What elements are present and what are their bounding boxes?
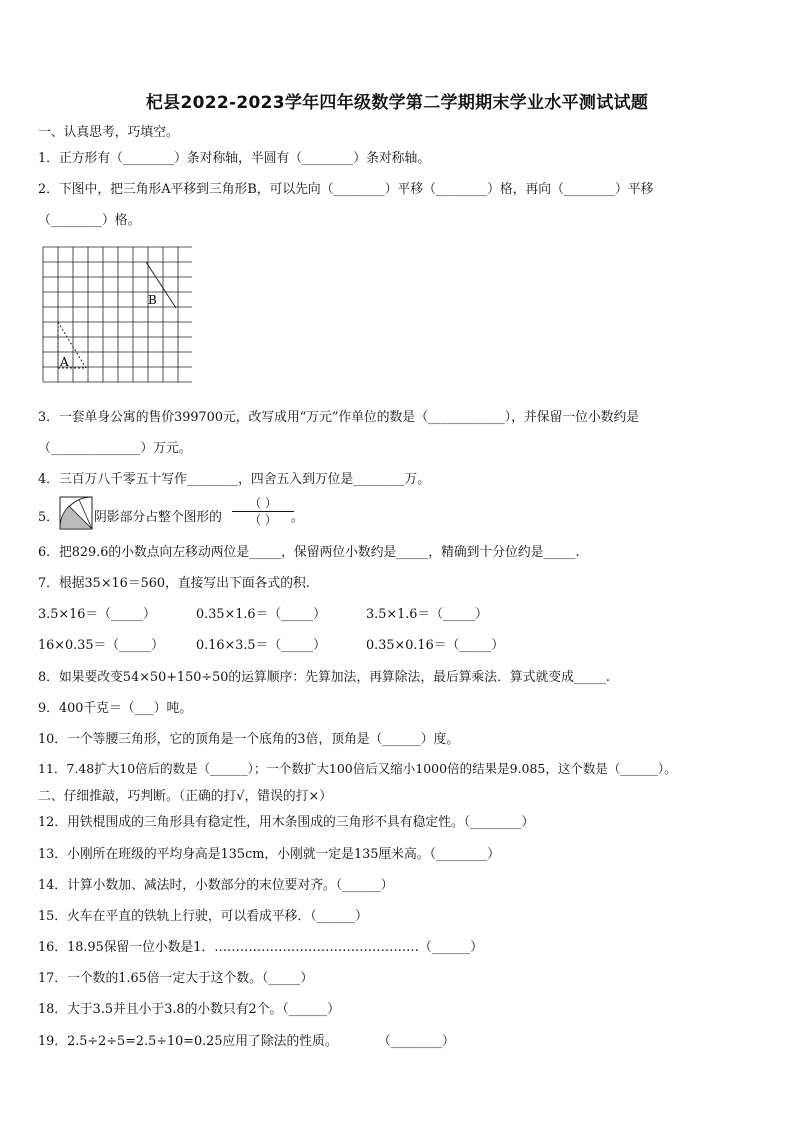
fraction-numerator: （ ）	[249, 496, 277, 510]
question-18: 18．大于3.5并且小于3.8的小数只有2个。（______）	[38, 1002, 340, 1017]
question-5-end: 。	[291, 510, 304, 525]
page-title: 杞县2022-2023学年四年级数学第二学期期末学业水平测试试题	[145, 93, 649, 113]
question-15: 15．火车在平直的铁轨上行驶，可以看成平移．（______）	[38, 909, 368, 924]
question-17: 17．一个数的1.65倍一定大于这个数。（_____）	[38, 971, 314, 986]
question-14: 14．计算小数加、减法时，小数部分的末位要对齐。（______）	[38, 878, 394, 893]
section-heading-true-false: 二、仔细推敲，巧判断。（正确的打√，错误的打×）	[38, 789, 333, 804]
question-1: 1．正方形有（________）条对称轴，半圆有（________）条对称轴。	[38, 151, 431, 166]
question-8: 8．如果要改变54×50+150÷50的运算顺序：先算加法，再算除法，最后算乘法．算式就变成_____.	[38, 670, 610, 685]
section-heading-fill-in: 一、认真思考，巧填空。	[38, 125, 179, 140]
question-19: 19．2.5÷2÷5=2.5÷10=0.25应用了除法的性质。	[38, 1034, 338, 1049]
translation-grid-figure	[42, 246, 192, 386]
triangle-b-label: B	[148, 293, 157, 307]
question-2-line-1: 2．下图中，把三角形A平移到三角形B，可以先向（________）平移（________）格，再向（________）平移	[38, 182, 654, 197]
question-12: 12．用铁棍围成的三角形具有稳定性，用木条围成的三角形不具有稳定性。（________）	[38, 815, 535, 830]
question-7: 7．根据35×16＝560，直接写出下面各式的积.	[38, 576, 310, 591]
question-11: 11．7.48扩大10倍后的数是（______）；一个数扩大100倍后又缩小1000倍的结果是9.085，这个数是（______）。	[38, 761, 677, 776]
q7-item: 0.16×3.5＝（_____）	[196, 638, 326, 653]
question-13: 13．小刚所在班级的平均身高是135cm，小刚就一定是135厘米高。（________）	[38, 847, 500, 862]
q7-item: 0.35×1.6＝（_____）	[196, 607, 326, 622]
question-3-line-1: 3．一套单身公寓的售价399700元，改写成用“万元”作单位的数是（____________），并保留一位小数约是	[38, 410, 640, 425]
q7-item: 0.35×0.16＝（_____）	[366, 638, 505, 653]
question-4: 4．三百万八千零五十写作________，四舍五入到万位是________万。	[38, 472, 431, 487]
fraction-bar	[232, 511, 294, 512]
triangle-a-label: A	[60, 355, 69, 369]
question-6: 6．把829.6的小数点向左移动两位是_____，保留两位小数约是_____，精确到十分位约是_____.	[38, 545, 580, 560]
fraction-denominator: （ ）	[249, 513, 277, 527]
quarter-circle-figure	[59, 496, 93, 534]
answer-fraction	[232, 496, 294, 527]
q7-item: 3.5×16＝（_____）	[38, 607, 156, 622]
question-9: 9．400千克＝（___）吨。	[38, 701, 193, 716]
question-19-answer: （________）	[378, 1034, 455, 1049]
question-5-number: 5．	[38, 510, 59, 525]
question-10: 10．一个等腰三角形，它的顶角是一个底角的3倍，顶角是（______）度。	[38, 732, 460, 747]
question-5-text: 阴影部分占整个图形的	[94, 510, 222, 525]
question-2-line-2: （________）格。	[38, 213, 141, 228]
q7-item: 16×0.35＝（_____）	[38, 638, 164, 653]
q7-item: 3.5×1.6＝（_____）	[366, 607, 488, 622]
question-16: 16．18.95保留一位小数是1．…………………………………………（______）	[38, 940, 483, 955]
question-3-line-2: （______________）万元。	[38, 441, 192, 456]
